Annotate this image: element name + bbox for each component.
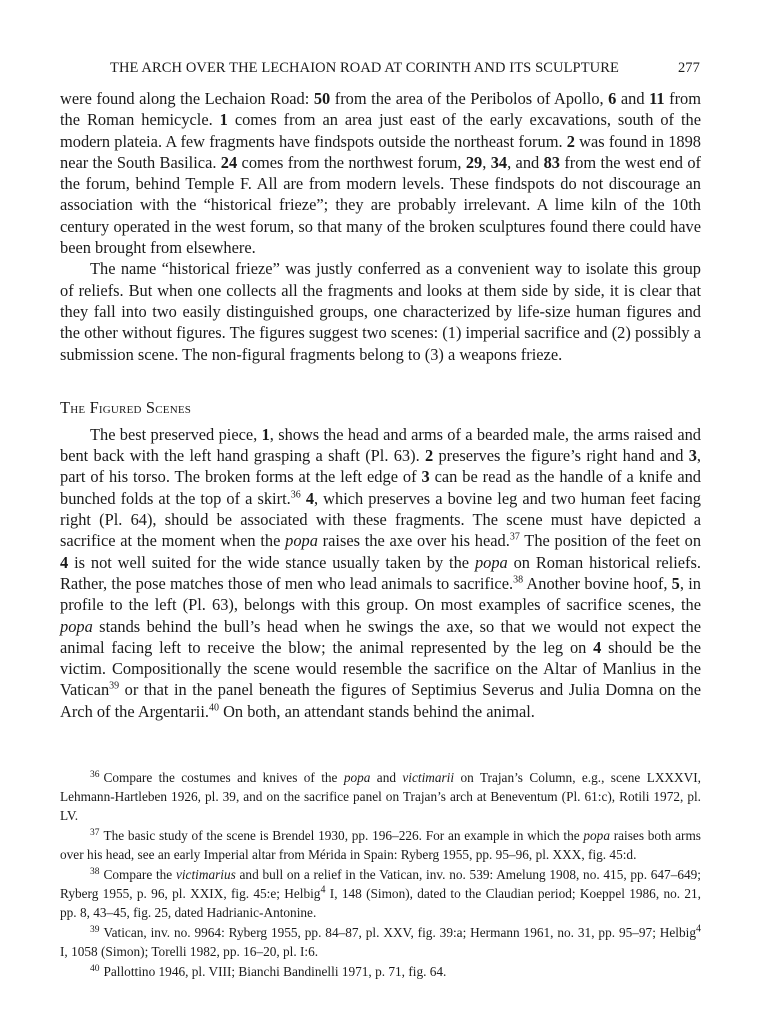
- footnote-38: $^{38}$ Compare the victimarius and bull on a relief in the Vatican, inv. no. 539: Amelung 1908, no. 415, pp. 647–649; Ryberg 1955, p. 96, pl. XXIX, fig. 45:e; Helbig$^4$ I, 148 (Simon), dated to the Claudian period; Koeppel 1986, no. 21, pp. 8, 43–45, fig. 25, dated Hadrianic-Antonine.: [60, 866, 702, 920]
- footnote-36: $^{36}$ Compare the costumes and knives of the popa and victimarii on Trajan’s Column, e.g., scene LXXXVI, Lehmann-Hartleben 1926, pl. 39, and on the sacrifice panel on Trajan’s arch at Beneventum (Pl. 61:c), Rotili 1972, pl. LV.: [60, 769, 701, 823]
- running-header: [110, 60, 700, 82]
- section-heading: The Figured Scenes: [60, 397, 192, 417]
- footnotes: [60, 768, 701, 982]
- footnote-37: $^{37}$ The basic study of the scene is Brendel 1930, pp. 196–226. For an example in which the popa raises both arms over his head, see an early Imperial altar from Mérida in Spain: Ryberg 1955, pp. 95–96, pl. XXX, fig. 45:d.: [60, 827, 701, 862]
- paragraph-historical-frieze: The name “historical frieze” was justly conferred as a convenient way to isolate this group of reliefs. But when one collects all the fragments and looks at them side by side, it is clear that they fall into two easily distinguished groups, one characterized by life-size human figures and the other without figures. The figures suggest two scenes: (1) imperial sacrifice and (2) possibly a submission scene. The non-figural fragments belong to (3) a weapons frieze.: [60, 259, 701, 364]
- footnote-ref-36[interactable]: 36: [290, 489, 301, 501]
- footnote-ref-40[interactable]: 40: [209, 702, 219, 714]
- paragraph-figured-scenes: The best preserved piece, 1, shows the head and arms of a bearded male, the arms raised and bent back with the left hand grasping a shaft (Pl. 63). 2 preserves the figure’s right hand and 3, part of his torso. The broken forms at the left edge of 3 can be read as the handle of a knife and bunched folds at the top of a skirt.$^{36}$ 4, which preserves a bovine leg and two human feet facing right (Pl. 64), should be associated with these fragments. The scene must have depicted a sacrifice at the moment when the popa raises the axe over his head.$^{37}$ The position of the feet on 4 is not well suited for the wide stance usually taken by the popa on Roman historical reliefs. Rather, the pose matches those of men who lead animals to sacrifice.$^{38}$ Another bovine hoof, 5, in profile to the left (Pl. 63), belongs with this group. On most examples of sacrifice scenes, the popa stands behind the bull’s head when he swings the axe, so that we would not expect the animal facing left to receive the blow; the animal represented by the leg on 4 should be the victim. Compositionally the scene would resemble the sacrifice on the Altar of Manlius in the Vatican$^{39}$ or that in the panel beneath the figures of Septimius Severus and Julia Domna on the Arch of the Argentarii.$^{40}$ On both, an attendant stands behind the animal.: [60, 424, 702, 721]
- footnote-ref-38[interactable]: 38: [513, 574, 524, 586]
- running-title: THE ARCH OVER THE LECHAION ROAD AT CORINTH AND ITS SCULPTURE: [110, 60, 619, 76]
- footnote-40: $^{40}$ Pallottino 1946, pl. VIII; Bianchi Bandinelli 1971, p. 71, fig. 64.: [90, 963, 447, 979]
- footnote-ref-39[interactable]: 39: [109, 680, 120, 692]
- footnote-39: $^{39}$ Vatican, inv. no. 9964: Ryberg 1955, pp. 84–87, pl. XXV, fig. 39:a; Hermann 1961, no. 31, pp. 95–97; Helbig$^4$ I, 1058 (Simon); Torelli 1982, pp. 16–20, pl. I:6.: [60, 923, 701, 959]
- footnote-ref-37[interactable]: 37: [509, 531, 520, 543]
- main-text: [60, 88, 701, 722]
- paragraph-findspots: were found along the Lechaion Road: 50 from the area of the Peribolos of Apollo, 6 and 11 from the Roman hemicycle. 1 comes from an area just east of the early excavations, south of the modern plateia. A few fragments have findspots outside the northeast forum. 2 was found in 1898 near the South Basilica. 24 comes from the northwest forum, 29, 34, and 83 from the west end of the forum, behind Temple F. All are from modern levels. These findspots do not discourage an association with the “historical frieze”; they are probably irrelevant. A lime kiln of the 10th century operated in the west forum, so that many of the broken sculptures found there could have been brought from elsewhere.: [60, 89, 701, 258]
- page-number: 277: [677, 60, 700, 76]
